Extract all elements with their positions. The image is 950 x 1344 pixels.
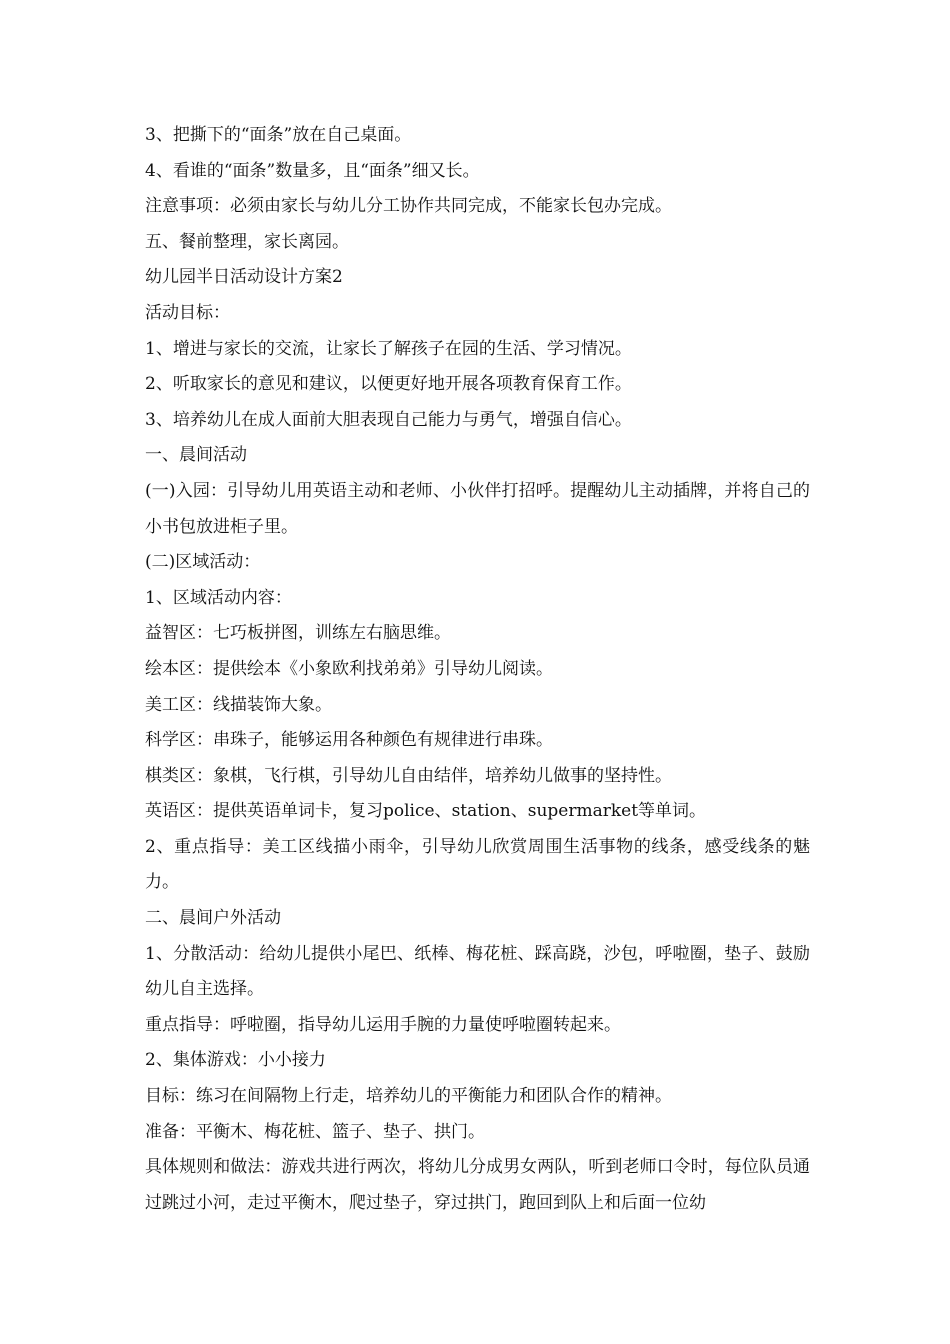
paragraph-8: 2、听取家长的意见和建议，以便更好地开展各项教育保育工作。 (145, 374, 632, 395)
paragraph-21: 二、晨间户外活动 (145, 908, 281, 929)
paragraph-12: (二)区域活动： (145, 552, 261, 573)
paragraph-18: 棋类区：象棋，飞行棋，引导幼儿自由结伴，培养幼儿做事的坚持性。 (145, 765, 672, 786)
paragraph-9: 3、培养幼儿在成人面前大胆表现自己能力与勇气，增强自信心。 (145, 409, 632, 430)
paragraph-17: 科学区：串珠子，能够运用各种颜色有规律进行串珠。 (145, 730, 553, 751)
paragraph-7: 1、增进与家长的交流，让家长了解孩子在园的生活、学习情况。 (145, 338, 632, 359)
paragraph-10: 一、晨间活动 (145, 445, 247, 466)
paragraph-25: 目标：练习在间隔物上行走，培养幼儿的平衡能力和团队合作的精神。 (145, 1086, 672, 1107)
paragraph-4: 五、餐前整理，家长离园。 (145, 231, 349, 252)
paragraph-22: 1、分散活动：给幼儿提供小尾巴、纸棒、梅花桩、踩高跷，沙包，呼啦圈，垫子、鼓励幼儿自主选择。 (145, 943, 810, 1000)
paragraph-15: 绘本区：提供绘本《小象欧利找弟弟》引导幼儿阅读。 (145, 658, 553, 679)
paragraph-27: 具体规则和做法：游戏共进行两次，将幼儿分成男女两队，听到老师口令时，每位队员通过跳过小河，走过平衡木，爬过垫子，穿过拱门，跑回到队上和后面一位幼 (145, 1157, 810, 1213)
paragraph-19: 英语区：提供英语单词卡，复习police、station、supermarket等单词。 (145, 801, 707, 822)
paragraph-23: 重点指导：呼啦圈，指导幼儿运用手腕的力量使呼啦圈转起来。 (145, 1014, 621, 1035)
paragraph-11: (一)入园：引导幼儿用英语主动和老师、小伙伴打招呼。提醒幼儿主动插牌，并将自己的小书包放进柜子里。 (145, 480, 810, 537)
paragraph-13: 1、区域活动内容： (145, 587, 292, 608)
section-title: 幼儿园半日活动设计方案2 (145, 267, 343, 288)
paragraph-3: 注意事项：必须由家长与幼儿分工协作共同完成，不能家长包办完成。 (145, 196, 672, 217)
paragraph-20: 2、重点指导：美工区线描小雨伞，引导幼儿欣赏周围生活事物的线条，感受线条的魅力。 (145, 836, 810, 893)
paragraph-2: 4、看谁的“面条”数量多，且“面条”细又长。 (145, 160, 480, 181)
paragraph-26: 准备：平衡木、梅花桩、篮子、垫子、拱门。 (145, 1121, 485, 1142)
document-body (145, 118, 810, 1221)
paragraph-1: 3、把撕下的“面条”放在自己桌面。 (145, 125, 412, 145)
paragraph-14: 益智区：七巧板拼图，训练左右脑思维。 (145, 623, 451, 644)
paragraph-16: 美工区：线描装饰大象。 (145, 694, 332, 715)
paragraph-6: 活动目标： (145, 302, 230, 323)
paragraph-24: 2、集体游戏：小小接力 (145, 1050, 326, 1071)
